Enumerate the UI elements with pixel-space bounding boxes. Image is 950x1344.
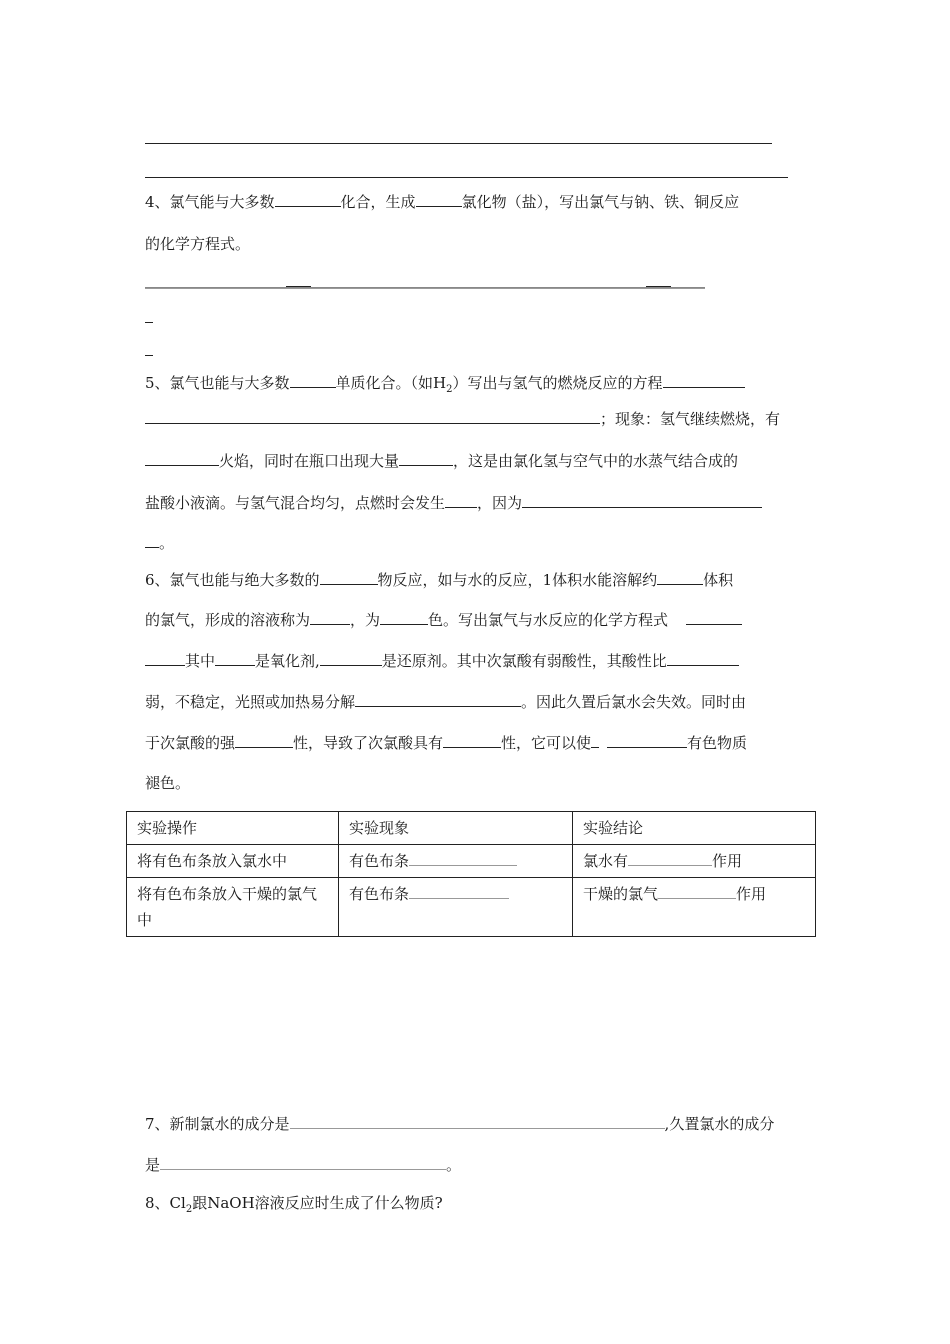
blank[interactable] [443, 732, 501, 748]
blank[interactable] [522, 492, 762, 508]
question-6-cont: 褪色。 [145, 774, 191, 792]
experiment-table [126, 811, 816, 937]
blank[interactable] [355, 691, 521, 707]
question-5-cont: 。 [145, 532, 174, 554]
table-cell: 有色布条 [339, 845, 573, 878]
question-7-cont: 是 。 [145, 1156, 462, 1174]
blank[interactable] [145, 450, 219, 466]
table-cell: 将有色布条放入干燥的氯气中 [127, 878, 339, 937]
blank[interactable] [628, 850, 712, 866]
blank[interactable] [416, 191, 462, 207]
question-6-cont: 其中 是氧化剂, 是还原剂。其中次氯酸有弱酸性，其酸性比 [145, 650, 739, 672]
question-6: 6、氯气也能与绝大多数的 物反应，如与水的反应，1体积水能溶解约 体积 [145, 571, 734, 589]
blank[interactable] [145, 408, 600, 424]
question-6-cont: 于次氯酸的强 性，导致了次氯酸具有 性，它可以使 有色物质 [145, 734, 748, 752]
question-7: 7、新制氯水的成分是 ,久置氯水的成分 [145, 1115, 775, 1133]
question-5-cont: ；现象：氢气继续燃烧，有 [145, 408, 780, 430]
table-row [127, 845, 816, 878]
blank[interactable] [290, 1113, 665, 1129]
question-5: 5、氯气也能与大多数 单质化合。（如$H_2$）写出与氢气的燃烧反应的方程 [145, 372, 745, 401]
table-cell: 有色布条 [339, 878, 573, 937]
question-5-cont: 盐酸小液滴。与氢气混合均匀，点燃时会发生 ，因为 [145, 492, 762, 514]
blank[interactable] [409, 850, 517, 866]
blank[interactable] [663, 372, 745, 388]
table-cell: 氯水有 作用 [573, 845, 816, 878]
dash-mark [145, 322, 153, 323]
blank[interactable] [145, 650, 185, 666]
question-6-cont: 弱，不稳定，光照或加热易分解 。因此久置后氯水会失效。同时由 [145, 693, 747, 711]
question-5-cont: 火焰，同时在瓶口出现大量 ，这是由氯化氢与空气中的水蒸气结合成的 [145, 450, 738, 472]
blank[interactable] [667, 650, 739, 666]
table-header-row [127, 812, 816, 845]
blank[interactable] [658, 883, 736, 899]
header-operation: 实验操作 [127, 812, 339, 845]
blank[interactable] [275, 191, 341, 207]
question-8: 8、$Cl_2$跟NaOH溶液反应时生成了什么物质? [145, 1194, 443, 1215]
blank[interactable] [290, 372, 336, 388]
dash-mark [145, 355, 153, 356]
header-conclusion: 实验结论 [573, 812, 816, 845]
question-6-cont: 的氯气，形成的溶液称为 ，为 色。写出氯气与水反应的化学方程式 [145, 609, 742, 631]
answer-line [145, 287, 705, 289]
header-phenomenon: 实验现象 [339, 812, 573, 845]
blank[interactable] [145, 532, 159, 548]
blank[interactable] [320, 650, 382, 666]
blank[interactable] [591, 732, 599, 748]
blank[interactable] [160, 1154, 446, 1170]
blank[interactable] [310, 609, 350, 625]
answer-line [145, 143, 772, 144]
answer-line-segment [286, 286, 311, 287]
blank[interactable] [409, 883, 509, 899]
blank[interactable] [607, 732, 687, 748]
answer-line-segment [646, 286, 671, 287]
table-cell: 干燥的氯气 作用 [573, 878, 816, 937]
blank[interactable] [235, 732, 293, 748]
blank[interactable] [380, 609, 428, 625]
table-cell: 将有色布条放入氯水中 [127, 845, 339, 878]
blank[interactable] [657, 569, 703, 585]
table-row [127, 878, 816, 937]
question-4-cont: 的化学方程式。 [145, 235, 251, 253]
blank[interactable] [399, 450, 453, 466]
blank[interactable] [215, 650, 255, 666]
question-4: 4、氯气能与大多数 化合，生成 氯化物（盐），写出氯气与钠、铁、铜反应 [145, 193, 740, 211]
blank[interactable] [445, 492, 477, 508]
blank[interactable] [686, 609, 742, 625]
answer-line [145, 177, 788, 178]
blank[interactable] [320, 569, 378, 585]
